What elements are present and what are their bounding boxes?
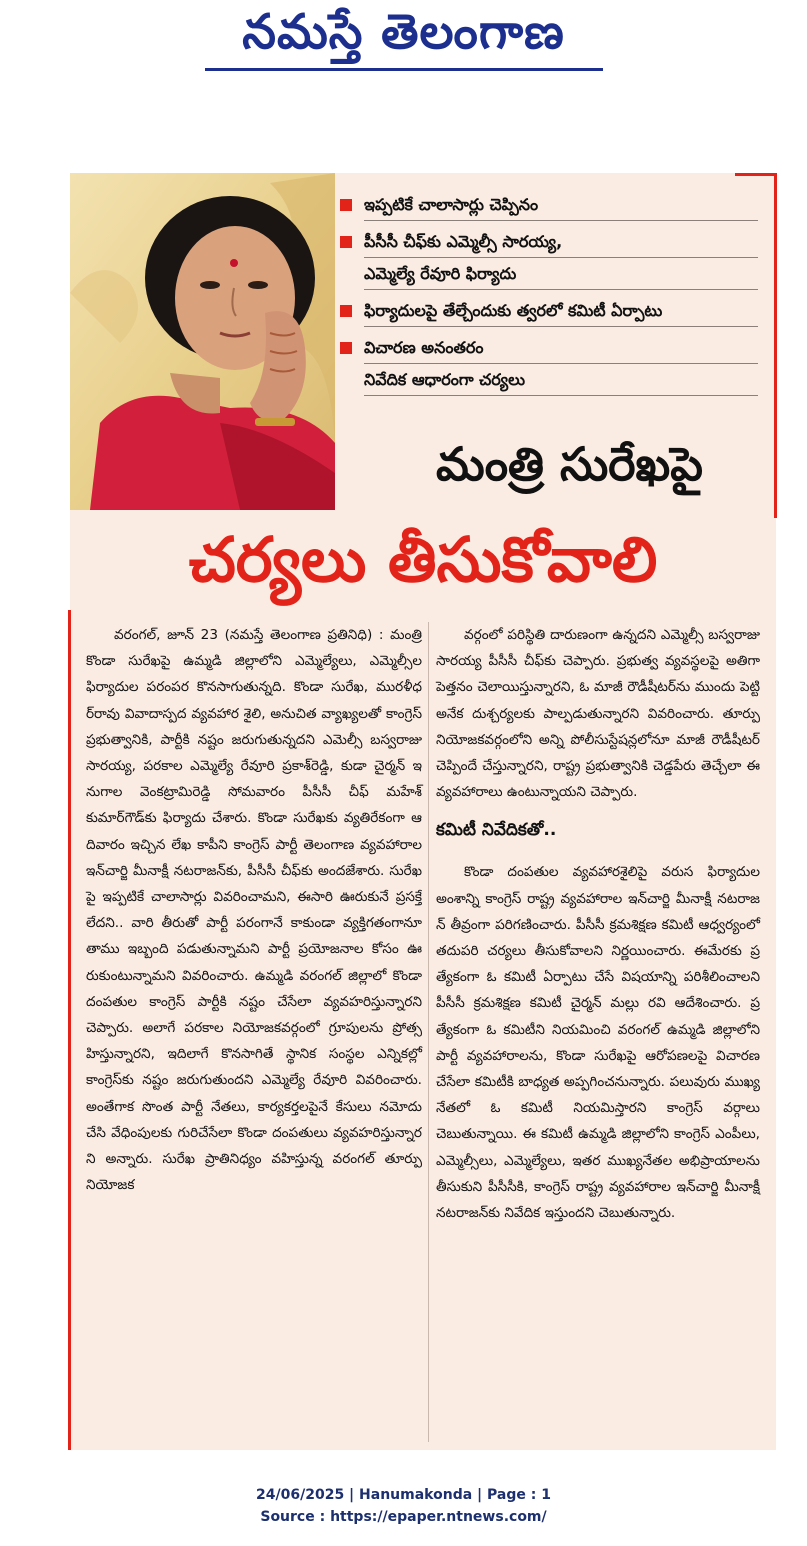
column-divider — [428, 622, 429, 1442]
highlight-line: ఎమ్మెల్యే రేవూరి ఫిర్యాదు — [364, 259, 758, 290]
edition-info: 24/06/2025 | Hanumakonda | Page : 1 — [256, 1487, 551, 1503]
highlight-line: ఇప్పటికే చాలాసార్లు చెప్పినం — [364, 190, 758, 221]
bullet-square-icon — [340, 305, 352, 317]
highlight-item — [338, 333, 758, 396]
highlight-item — [338, 296, 758, 327]
article-column-left — [86, 622, 422, 1442]
newspaper-logo: నమస్తే తెలంగాణ — [242, 4, 565, 60]
headline-line-1: మంత్రి సురేఖపై — [436, 437, 703, 491]
article-column-right — [436, 622, 760, 1442]
frame-top-rule — [735, 173, 777, 176]
highlight-line: పీసీసీ చీఫ్‌కు ఎమ్మెల్సీ సారయ్య, — [364, 227, 758, 258]
frame-left-rule — [68, 610, 71, 1450]
masthead — [0, 0, 807, 80]
headline-line-2: చర్యలు తీసుకోవాలి — [188, 523, 658, 596]
page-footer — [0, 1484, 807, 1528]
bullet-square-icon — [340, 342, 352, 354]
highlight-line: విచారణ అనంతరం — [364, 333, 758, 364]
highlight-line: నివేదిక ఆధారంగా చర్యలు — [364, 365, 758, 396]
article-paragraph: వర్గంలో పరిస్థితి దారుణంగా ఉన్నదని ఎమ్మెల్సీ బస్వరాజు సారయ్య పీసీసీ చీఫ్‌కు చెప్పారు. ప్రభుత్వ వ్యవస్థలపై అతిగా పెత్తనం చెలాయిస్తున్నారని, ఓ మాజీ రౌడీషీటర్‌ను ముందు పెట్టి అనేక దుశ్చర్యలకు పాల్పడుతున్నారని వివరించారు. తూర్పు నియోజకవర్గంలోని అన్ని పోలీసుస్టేషన్లలోనూ మాజీ రౌడీషీటర్ చెప్పిందే చేస్తున్నారని, రాష్ట్ర ప్రభుత్వానికి చెడ్డపేరు తెచ్చేలా ఈ వ్యవహారాలు ఉంటున్నాయని చెప్పారు. — [436, 627, 760, 801]
portrait-illustration — [70, 173, 335, 510]
section-subheading: కమిటీ నివేదికతో.. — [436, 820, 557, 841]
bullet-square-icon — [340, 199, 352, 211]
minister-photo — [70, 173, 335, 510]
article-paragraph: కొండా దంపతుల వ్యవహారశైలిపై వరుస ఫిర్యాదుల అంశాన్ని కాంగ్రెస్ రాష్ట్ర వ్యవహారాల ఇన్‌చార్జి మీనాక్షీ నటరాజన్ తీవ్రంగా పరిగణించారు. పీసీసీ క్రమశిక్షణ కమిటీ ఆధ్వర్యంలో తదుపరి చర్యలు తీసుకోవాలని నిర్ణయించారు. ఈమేరకు ప్రత్యేకంగా ఓ కమిటీ ఏర్పాటు చేసే విషయాన్ని పరిశీలించాలని పీసీసీ క్రమశిక్షణ కమిటీ చైర్మన్ మల్లు రవి ఆదేశించారు. ప్రత్యేకంగా ఓ కమిటీని నియమించి వరంగల్ ఉమ్మడి జిల్లాలోని పార్టీ వ్యవహారాలను, కొండా సురేఖపై ఆరోపణలపై విచారణ చేసేలా కమిటీకి బాధ్యత అప్పగించనున్నారు. పలువురు ముఖ్యనేతలో ఓ కమిటీ నియమిస్తారని కాంగ్రెస్ వర్గాలు చెబుతున్నాయి. ఈ కమిటీ ఉమ్మడి జిల్లాలోని కాంగ్రెస్ ఎంపీలు, ఎమ్మెల్సీలు, ఎమ్మెల్యేలు, ఇతర ముఖ్యనేతల అభిప్రాయాలను తీసుకుని పీసీసీకి, కాంగ్రెస్ రాష్ట్ర వ్యవహారాల ఇన్‌చార్జి మీనాక్షీ నటరాజన్‌కు నివేదిక ఇస్తుందని చెబుతున్నారు. — [436, 864, 760, 1222]
source-link[interactable]: Source : https://epaper.ntnews.com/ — [260, 1509, 547, 1525]
masthead-underline — [205, 68, 603, 71]
highlight-line: ఫిర్యాదులపై తేల్చేందుకు త్వరలో కమిటీ ఏర్పాటు — [364, 296, 758, 327]
bullet-square-icon — [340, 236, 352, 248]
article-paragraph: వరంగల్, జూన్ 23 (నమస్తే తెలంగాణ ప్రతినిధి) : మంత్రి కొండా సురేఖపై ఉమ్మడి జిల్లాలోని ఎమ్మెల్యేలు, ఎమ్మెల్సీల ఫిర్యాదుల పరంపర కొనసాగుతున్నది. కొండా సురేఖ, మురళీధర్‌రావు వివాదాస్పద వ్యవహార శైలి, అనుచిత వ్యాఖ్యలతో కాంగ్రెస్ ప్రభుత్వానికి, పార్టీకి నష్టం జరుగుతున్నదని ఎమెల్సీ బస్వరాజు సారయ్య, పరకాల ఎమ్మెల్యే రేవూరి ప్రకాశ్‌రెడ్డి, కుడా చైర్మన్ ఇనుగాల వెంకట్రామిరెడ్డి సోమవారం పీసీసీ చీఫ్ మహేశ్ కుమార్‌గౌడ్‌కు ఫిర్యాదు చేశారు. కొండా సురేఖకు వ్యతిరేకంగా ఆదివారం ఇచ్చిన లేఖ కాపీని కాంగ్రెస్ పార్టీ తెలంగాణ వ్యవహారాల ఇన్‌చార్జి మీనాక్షీ నటరాజన్‌కు, పీసీసీ చీఫ్‌కు అందజేశారు. సురేఖపై ఇప్పటికే చాలాసార్లు వివరించామని, ఈసారి ఊరుకునే ప్రసక్తే లేదని.. వారి తీరుతో పార్టీ పరంగానే కాకుండా వ్యక్తిగతంగానూ తాము ఇబ్బంది పడుతున్నామని పార్టీ ప్రయోజనాల కోసం ఊరుకుంటున్నామని వివరించారు. ఉమ్మడి వరంగల్ జిల్లాలో కొండా దంపతుల కాంగ్రెస్ పార్టీకి నష్టం చేసేలా వ్యవహరిస్తున్నారని చెప్పారు. అలాగే పరకాల నియోజకవర్గంలో గ్రూపులను ప్రోత్సహిస్తున్నారని, ఇదిలాగే కొనసాగితే స్థానిక సంస్థల ఎన్నికల్లో కాంగ్రెస్‌కు నష్టం జరుగుతుందని ఎమ్మెల్యే రేవూరి వివరించారు. అంతేగాక సొంత పార్టీ నేతలు, కార్యకర్తలపైనే కేసులు నమోదు చేసి వేధింపులకు గురిచేసేలా కొండా దంపతులు వ్యవహరిస్తున్నారని అన్నారు. సురేఖ ప్రాతినిధ్యం వహిస్తున్న వరంగల్ తూర్పు నియోజక — [86, 627, 422, 1194]
highlight-item — [338, 227, 758, 290]
frame-right-rule — [774, 173, 777, 518]
highlight-item — [338, 190, 758, 221]
highlights-list — [338, 190, 758, 402]
